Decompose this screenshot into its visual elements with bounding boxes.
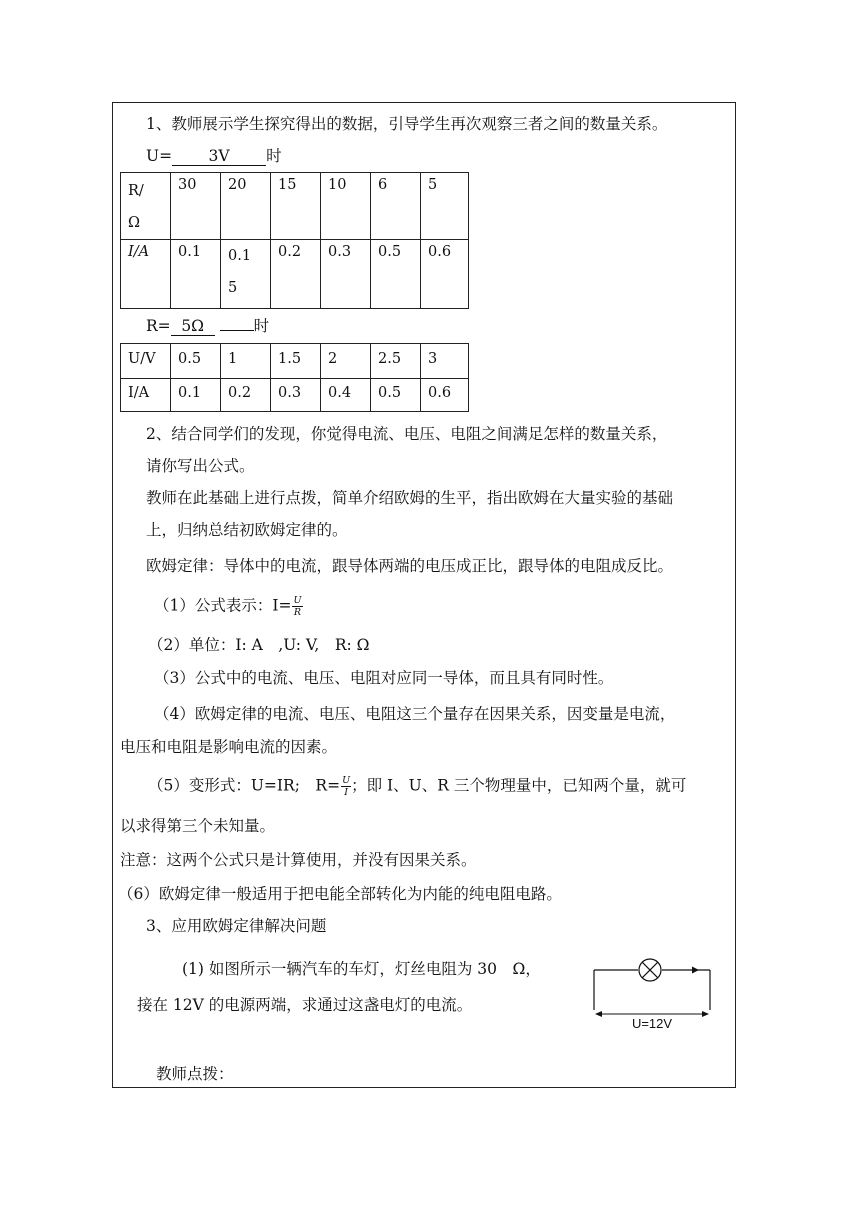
fraction-numerator: U: [342, 775, 351, 786]
formula-6: （6）欧姆定律一般适用于把电能全部转化为内能的纯电阻电路。: [118, 885, 562, 903]
formula-1-prefix: （1）公式表示：I=: [154, 596, 292, 615]
table-cell: 15: [271, 173, 321, 240]
table-voltage-current: [120, 343, 469, 412]
i-header-cell: I/A: [121, 379, 171, 412]
r-header-cell: [121, 173, 171, 240]
paragraph-2-line1: 2、结合同学们的发现，你觉得电流、电压、电阻之间满足怎样的数量关系，: [146, 425, 668, 443]
formula-2-units: （2）单位：I: A ,U: V, R: Ω: [148, 636, 370, 654]
table-cell: 1.5: [271, 344, 321, 379]
wrapped-value-line1: 0.1: [228, 248, 252, 264]
wrapped-value-line2: 5: [228, 280, 238, 296]
table-cell: 0.6: [421, 379, 469, 412]
table-cell: 3: [421, 344, 469, 379]
table-row: [121, 173, 469, 240]
formula-5: [148, 775, 686, 798]
formula-3: （3）公式中的电流、电压、电阻对应同一导体，而且具有同时性。: [154, 669, 614, 687]
table-cell: 0.5: [171, 344, 221, 379]
note: 注意：这两个公式只是计算使用，并没有因果关系。: [120, 851, 477, 869]
u-suffix: 时: [266, 147, 282, 165]
table-cell: 0.2: [221, 379, 271, 412]
table-cell: 0.1: [171, 379, 221, 412]
table-cell: 30: [171, 173, 221, 240]
paragraph-3-line1: 教师在此基础上进行点拨，简单介绍欧姆的生平，指出欧姆在大量实验的基础: [146, 489, 674, 507]
formula-5-line2: 以求得第三个未知量。: [120, 817, 276, 835]
lamp-icon: [639, 959, 661, 981]
paragraph-5-heading: 3、应用欧姆定律解决问题: [146, 917, 327, 935]
table-cell: 0.3: [321, 240, 371, 309]
voltage-condition: [146, 146, 282, 166]
table-cell: 2.5: [371, 344, 421, 379]
r-value: 5Ω: [171, 318, 215, 336]
circuit-diagram: [588, 954, 718, 1030]
question-1-line1: (1) 如图所示一辆汽车的车灯，灯丝电阻为 30 Ω，: [182, 960, 541, 978]
formula-1: [154, 595, 303, 618]
u-label: U=: [146, 147, 173, 165]
formula-4-line1: （4）欧姆定律的电流、电压、电阻这三个量存在因果关系，因变量是电流，: [154, 705, 676, 723]
table-cell: 0.4: [321, 379, 371, 412]
formula-5-prefix: （5）变形式：U=IR; R=: [148, 776, 341, 795]
table-resistance-current: [120, 172, 469, 309]
ohms-law-definition: 欧姆定律：导体中的电流，跟导体两端的电压成正比，跟导体的电阻成反比。: [146, 557, 674, 575]
table-cell: [221, 240, 271, 309]
table-cell: 1: [221, 344, 271, 379]
r-suffix: 时: [253, 317, 270, 335]
table-cell: 0.6: [421, 240, 469, 309]
table-row: [121, 379, 469, 412]
table-cell: 10: [321, 173, 371, 240]
question-1-line2: 接在 12V 的电源两端，求通过这盏电灯的电流。: [137, 996, 473, 1014]
table-cell: 6: [371, 173, 421, 240]
fraction-denominator: I: [344, 787, 348, 798]
table-cell: 5: [421, 173, 469, 240]
table-cell: 0.2: [271, 240, 321, 309]
resistance-condition: [146, 316, 269, 336]
u-value: 3V: [172, 148, 266, 166]
teacher-hint: 教师点拨：: [156, 1065, 234, 1083]
fraction-denominator: R: [293, 607, 302, 618]
table-cell: 0.1: [171, 240, 221, 309]
table-cell: 20: [221, 173, 271, 240]
table-row: [121, 344, 469, 379]
paragraph-2-line2: 请你写出公式。: [146, 457, 255, 475]
table-cell: 0.3: [271, 379, 321, 412]
current-arrow-icon: [692, 967, 699, 974]
r-blank: [220, 330, 254, 331]
table-cell: 2: [321, 344, 371, 379]
r-header-line2: Ω: [128, 215, 141, 231]
circuit-voltage-label: U=12V: [631, 1016, 673, 1030]
table-cell: 0.5: [371, 379, 421, 412]
i-header-cell: I/A: [121, 240, 171, 309]
formula-5-suffix: ；即 I、U、R 三个物理量中，已知两个量，就可: [351, 776, 687, 795]
fraction-u-over-i: [341, 775, 351, 798]
r-header-line1: R/: [128, 183, 144, 199]
table-row: [121, 240, 469, 309]
r-label: R=: [146, 317, 171, 335]
fraction-numerator: U: [293, 595, 302, 606]
formula-4-line2: 电压和电阻是影响电流的因素。: [120, 738, 338, 756]
table-cell: 0.5: [371, 240, 421, 309]
paragraph-1: 1、教师展示学生探究得出的数据，引导学生再次观察三者之间的数量关系。: [146, 115, 668, 133]
fraction-u-over-r: [292, 595, 302, 618]
u-header-cell: U/V: [121, 344, 171, 379]
paragraph-3-line2: 上，归纳总结初欧姆定律的。: [146, 521, 348, 539]
